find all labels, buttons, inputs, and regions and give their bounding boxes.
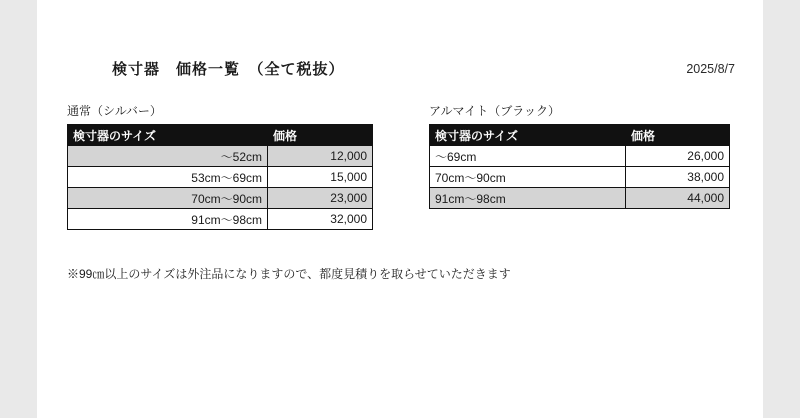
table-row [430,146,730,167]
column-header-price: 価格 [268,125,373,146]
document-date: 2025/8/7 [686,62,735,76]
page-title: 検寸器 価格一覧 （全て税抜） [112,61,345,78]
table-row [68,188,373,209]
document-page [37,0,763,418]
table-header-row [68,125,373,146]
footnote: ※99㎝以上のサイズは外注品になりますので、都度見積りを取らせていただきます [67,267,511,281]
table-row [430,167,730,188]
table-row [430,188,730,209]
column-header-price: 価格 [626,125,730,146]
cell-size: 〜52cm [68,146,268,167]
column-header-size: 検寸器のサイズ [68,125,268,146]
cell-size: 70cm〜90cm [68,188,268,209]
price-table-black-block [429,102,730,209]
cell-size: 53cm〜69cm [68,167,268,188]
cell-price: 15,000 [268,167,373,188]
price-table-silver-block [67,102,373,230]
table-row [68,167,373,188]
cell-size: 91cm〜98cm [68,209,268,230]
cell-price: 38,000 [626,167,730,188]
cell-price: 44,000 [626,188,730,209]
cell-size: 91cm〜98cm [430,188,626,209]
table-header-row [430,125,730,146]
document-body [37,0,763,418]
table-row [68,146,373,167]
column-header-size: 検寸器のサイズ [430,125,626,146]
cell-price: 23,000 [268,188,373,209]
cell-price: 12,000 [268,146,373,167]
price-table-silver [67,124,373,230]
price-table-black [429,124,730,209]
cell-price: 26,000 [626,146,730,167]
cell-size: 70cm〜90cm [430,167,626,188]
table-caption-silver: 通常（シルバー） [67,104,162,118]
cell-size: 〜69cm [430,146,626,167]
table-row [68,209,373,230]
cell-price: 32,000 [268,209,373,230]
table-caption-black: アルマイト（ブラック） [429,104,561,118]
